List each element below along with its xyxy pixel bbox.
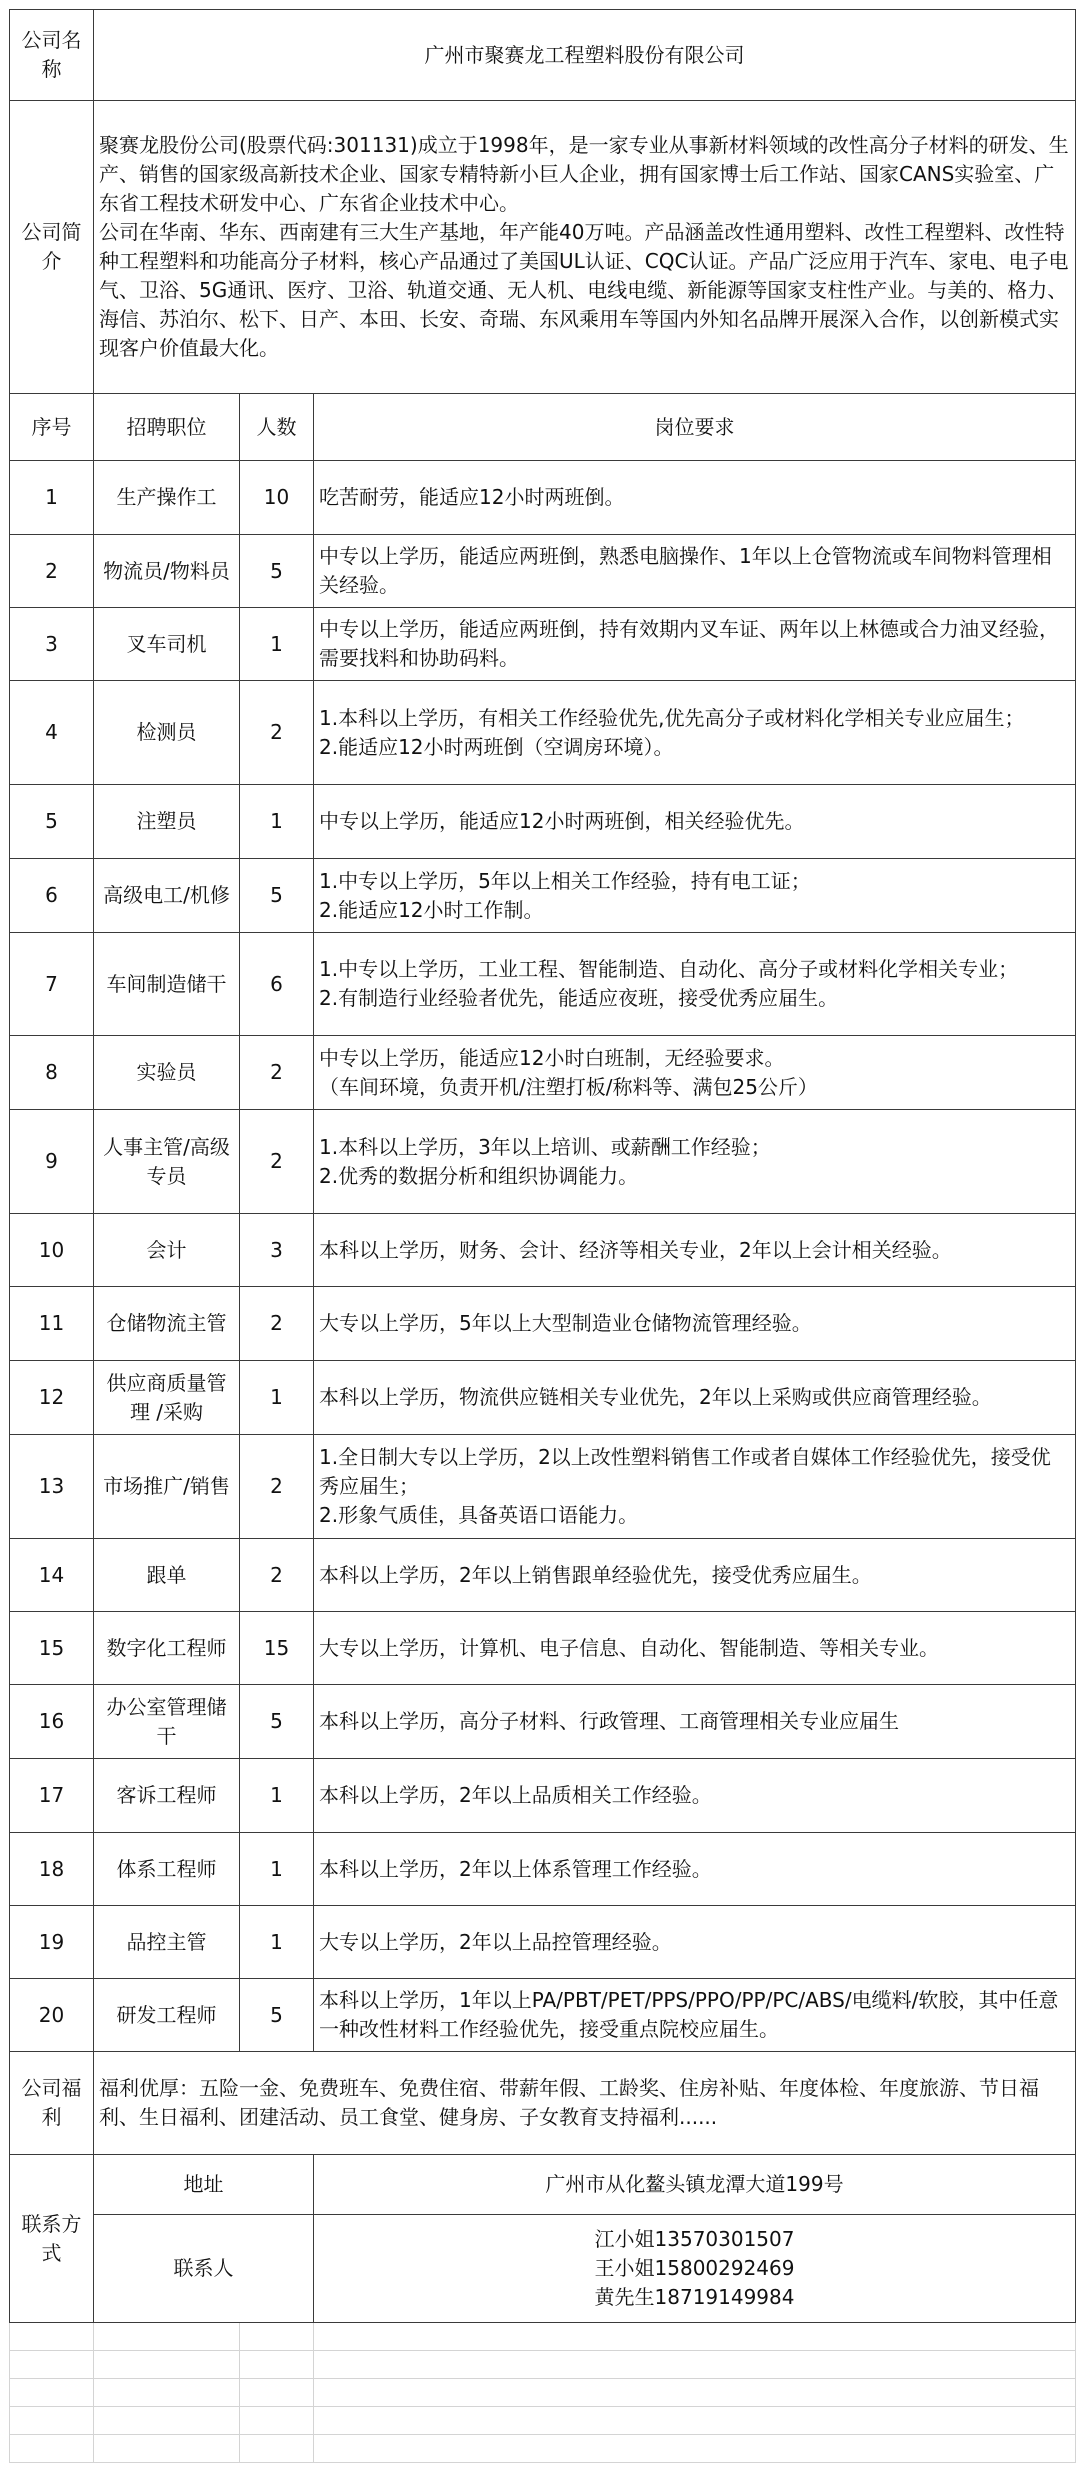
contact-address-row	[10, 2155, 1076, 2215]
job-no: 9	[10, 1110, 94, 1214]
jobs-header-row	[10, 394, 1076, 461]
job-position: 研发工程师	[94, 1979, 240, 2052]
requirement-line: （车间环境，负责开机/注塑打板/称料等、满包25公斤）	[319, 1074, 818, 1099]
company-intro-row	[10, 101, 1076, 394]
table-row	[10, 859, 1076, 933]
requirement-line: 2.形象气质佳，具备英语口语能力。	[319, 1503, 639, 1527]
job-position: 生产操作工	[94, 461, 240, 535]
company-intro-text	[94, 101, 1076, 394]
job-count: 1	[240, 1906, 314, 1979]
table-row	[10, 681, 1076, 785]
job-requirement	[314, 1110, 1076, 1214]
job-count: 1	[240, 785, 314, 859]
job-requirement: 大专以上学历，5年以上大型制造业仓储物流管理经验。	[314, 1287, 1076, 1361]
job-requirement: 中专以上学历，能适应12小时两班倒，相关经验优先。	[314, 785, 1076, 859]
header-position: 招聘职位	[94, 394, 240, 461]
table-row	[10, 1361, 1076, 1435]
job-count: 2	[240, 1539, 314, 1612]
company-intro-paragraph: 公司在华南、华东、西南建有三大生产基地，年产能40万吨。产品涵盖改性通用塑料、改性工程塑料、改性特种工程塑料和功能高分子材料，核心产品通过了美国UL认证、CQC认证。产品广泛应用于汽车、家电、电子电气、卫浴、5G通讯、医疗、卫浴、轨道交通、无人机、电线电缆、新能源等国家支柱性产业。与美的、格力、海信、苏泊尔、松下、日产、本田、长安、奇瑞、东风乘用车等国内外知名品牌开展深入合作，以创新模式实现客户价值最大化。	[99, 220, 1069, 360]
empty-row	[10, 2407, 1076, 2435]
address-value: 广州市从化鳌头镇龙潭大道199号	[314, 2155, 1076, 2215]
requirement-line: 1.中专以上学历，工业工程、智能制造、自动化、高分子或材料化学相关专业；	[319, 957, 1019, 981]
job-position: 体系工程师	[94, 1833, 240, 1906]
job-no: 10	[10, 1214, 94, 1287]
table-row	[10, 1539, 1076, 1612]
requirement-line: 1.本科以上学历，有相关工作经验优先,优先高分子或材料化学相关专业应届生；	[319, 705, 1025, 730]
job-position: 供应商质量管理 /采购	[94, 1361, 240, 1435]
job-count: 2	[240, 681, 314, 785]
header-requirements: 岗位要求	[314, 394, 1076, 461]
company-intro-paragraph: 聚赛龙股份公司(股票代码:301131)成立于1998年，是一家专业从事新材料领域的改性高分子材料的研发、生产、销售的国家级高新技术企业、国家专精特新小巨人企业，拥有国家博士后工作站、国家CANS实验室、广东省工程技术研发中心、广东省企业技术中心。	[99, 133, 1069, 215]
job-requirement	[314, 1036, 1076, 1110]
job-count: 15	[240, 1612, 314, 1685]
contact-person: 江小姐13570301507	[594, 2227, 795, 2251]
job-count: 3	[240, 1214, 314, 1287]
job-count: 5	[240, 535, 314, 608]
job-no: 4	[10, 681, 94, 785]
job-count: 5	[240, 1979, 314, 2052]
job-no: 13	[10, 1435, 94, 1539]
job-requirement: 大专以上学历，计算机、电子信息、自动化、智能制造、等相关专业。	[314, 1612, 1076, 1685]
job-no: 6	[10, 859, 94, 933]
job-count: 10	[240, 461, 314, 535]
benefits-text: 福利优厚：五险一金、免费班车、免费住宿、带薪年假、工龄奖、住房补贴、年度体检、年度旅游、节日福利、生日福利、团建活动、员工食堂、健身房、子女教育支持福利......	[94, 2052, 1076, 2155]
job-requirement: 本科以上学历，2年以上销售跟单经验优先，接受优秀应届生。	[314, 1539, 1076, 1612]
job-position: 实验员	[94, 1036, 240, 1110]
job-position: 人事主管/高级专员	[94, 1110, 240, 1214]
job-no: 17	[10, 1759, 94, 1833]
job-requirement: 本科以上学历，高分子材料、行政管理、工商管理相关专业应届生	[314, 1685, 1076, 1759]
job-no: 20	[10, 1979, 94, 2052]
table-row	[10, 1214, 1076, 1287]
job-requirement: 本科以上学历，财务、会计、经济等相关专业，2年以上会计相关经验。	[314, 1214, 1076, 1287]
table-row	[10, 1287, 1076, 1361]
job-requirement	[314, 933, 1076, 1036]
table-row	[10, 1833, 1076, 1906]
job-count: 5	[240, 859, 314, 933]
job-no: 2	[10, 535, 94, 608]
job-count: 6	[240, 933, 314, 1036]
job-requirement: 本科以上学历，2年以上品质相关工作经验。	[314, 1759, 1076, 1833]
job-no: 5	[10, 785, 94, 859]
job-no: 1	[10, 461, 94, 535]
job-position: 叉车司机	[94, 608, 240, 681]
table-row	[10, 535, 1076, 608]
job-position: 市场推广/销售	[94, 1435, 240, 1539]
table-row	[10, 933, 1076, 1036]
job-position: 品控主管	[94, 1906, 240, 1979]
job-requirement: 本科以上学历，物流供应链相关专业优先，2年以上采购或供应商管理经验。	[314, 1361, 1076, 1435]
company-intro-label: 公司简介	[10, 101, 94, 394]
header-count: 人数	[240, 394, 314, 461]
requirement-line: 1.全日制大专以上学历，2以上改性塑料销售工作或者自媒体工作经验优先，接受优秀应届生；	[319, 1445, 1051, 1498]
requirement-line: 2.优秀的数据分析和组织协调能力。	[319, 1163, 639, 1188]
job-position: 物流员/物料员	[94, 535, 240, 608]
table-row	[10, 1612, 1076, 1685]
job-position: 车间制造储干	[94, 933, 240, 1036]
requirement-line: 中专以上学历，能适应12小时白班制，无经验要求。	[319, 1045, 785, 1070]
table-row	[10, 785, 1076, 859]
requirement-line: 2.有制造行业经验者优先，能适应夜班，接受优秀应届生。	[319, 986, 839, 1010]
job-count: 5	[240, 1685, 314, 1759]
company-name-label: 公司名称	[10, 10, 94, 101]
job-no: 7	[10, 933, 94, 1036]
job-requirement: 本科以上学历，1年以上PA/PBT/PET/PPS/PPO/PP/PC/ABS/电缆料/软胶，其中任意一种改性材料工作经验优先，接受重点院校应届生。	[314, 1979, 1076, 2052]
requirement-line: 2.能适应12小时工作制。	[319, 897, 544, 922]
contact-person: 黄先生18719149984	[594, 2285, 795, 2309]
requirement-line: 1.本科以上学历，3年以上培训、或薪酬工作经验；	[319, 1134, 771, 1159]
job-position: 注塑员	[94, 785, 240, 859]
table-row	[10, 461, 1076, 535]
requirement-line: 1.中专以上学历，5年以上相关工作经验，持有电工证；	[319, 868, 811, 893]
table-row	[10, 1435, 1076, 1539]
job-no: 16	[10, 1685, 94, 1759]
job-count: 1	[240, 1361, 314, 1435]
person-list	[314, 2215, 1076, 2323]
job-requirement: 本科以上学历，2年以上体系管理工作经验。	[314, 1833, 1076, 1906]
job-position: 跟单	[94, 1539, 240, 1612]
job-count: 1	[240, 1759, 314, 1833]
table-row	[10, 608, 1076, 681]
job-requirement: 吃苦耐劳，能适应12小时两班倒。	[314, 461, 1076, 535]
company-name-row	[10, 10, 1076, 101]
job-position: 检测员	[94, 681, 240, 785]
job-no: 15	[10, 1612, 94, 1685]
empty-row	[10, 2351, 1076, 2379]
table-row	[10, 1759, 1076, 1833]
address-label: 地址	[94, 2155, 314, 2215]
job-position: 高级电工/机修	[94, 859, 240, 933]
benefits-label: 公司福利	[10, 2052, 94, 2155]
job-requirement	[314, 1435, 1076, 1539]
contact-person-row	[10, 2215, 1076, 2323]
table-row	[10, 1036, 1076, 1110]
table-row	[10, 1685, 1076, 1759]
job-requirement: 中专以上学历，能适应两班倒，熟悉电脑操作、1年以上仓管物流或车间物料管理相关经验。	[314, 535, 1076, 608]
company-name: 广州市聚赛龙工程塑料股份有限公司	[94, 10, 1076, 101]
job-requirement	[314, 859, 1076, 933]
job-count: 2	[240, 1110, 314, 1214]
job-requirement: 中专以上学历，能适应两班倒，持有效期内叉车证、两年以上林德或合力油叉经验，需要找料和协助码料。	[314, 608, 1076, 681]
job-position: 仓储物流主管	[94, 1287, 240, 1361]
job-position: 客诉工程师	[94, 1759, 240, 1833]
recruitment-table	[9, 9, 1076, 2463]
empty-row	[10, 2323, 1076, 2351]
job-position: 办公室管理储干	[94, 1685, 240, 1759]
job-requirement: 大专以上学历，2年以上品控管理经验。	[314, 1906, 1076, 1979]
job-count: 1	[240, 608, 314, 681]
job-requirement	[314, 681, 1076, 785]
table-row	[10, 1906, 1076, 1979]
table-row	[10, 1110, 1076, 1214]
benefits-row	[10, 2052, 1076, 2155]
job-count: 2	[240, 1435, 314, 1539]
header-no: 序号	[10, 394, 94, 461]
job-no: 11	[10, 1287, 94, 1361]
contact-label: 联系方式	[10, 2155, 94, 2323]
job-no: 12	[10, 1361, 94, 1435]
job-no: 18	[10, 1833, 94, 1906]
job-count: 2	[240, 1287, 314, 1361]
table-row	[10, 1979, 1076, 2052]
empty-row	[10, 2379, 1076, 2407]
job-no: 8	[10, 1036, 94, 1110]
job-position: 数字化工程师	[94, 1612, 240, 1685]
job-count: 2	[240, 1036, 314, 1110]
job-count: 1	[240, 1833, 314, 1906]
requirement-line: 2.能适应12小时两班倒（空调房环境）。	[319, 734, 674, 759]
job-no: 3	[10, 608, 94, 681]
job-no: 19	[10, 1906, 94, 1979]
contact-person: 王小姐15800292469	[594, 2256, 795, 2280]
job-no: 14	[10, 1539, 94, 1612]
person-label: 联系人	[94, 2215, 314, 2323]
empty-row	[10, 2435, 1076, 2463]
job-position: 会计	[94, 1214, 240, 1287]
